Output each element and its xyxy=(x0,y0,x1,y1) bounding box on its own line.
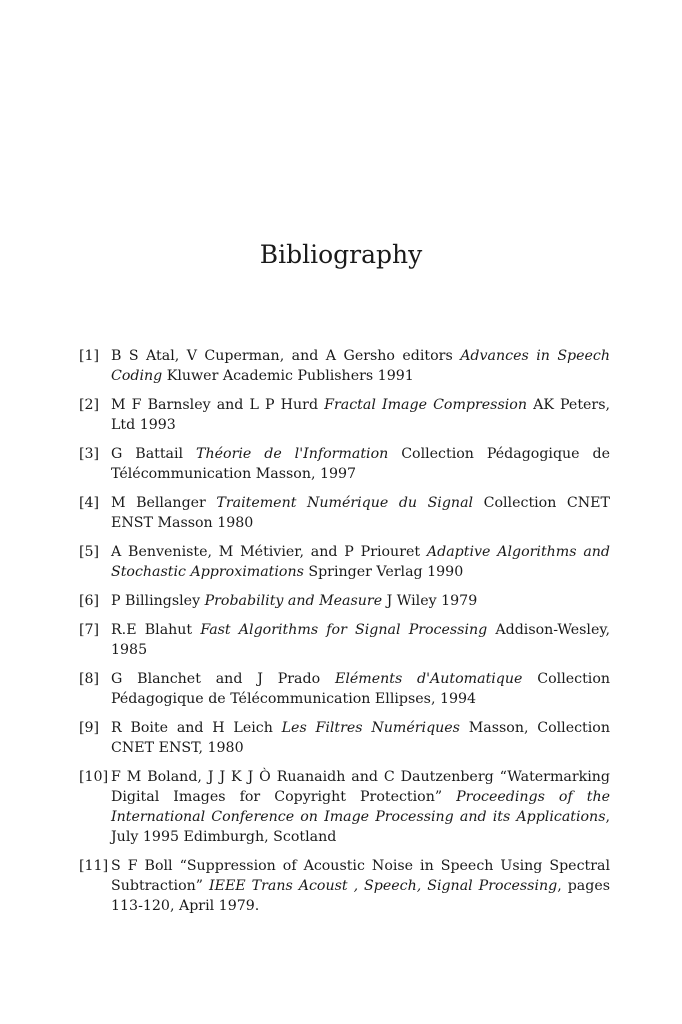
reference-number: [7] xyxy=(79,622,100,638)
reference-text xyxy=(111,769,610,845)
reference-authors: R.E Blahut xyxy=(111,622,201,638)
reference-work-title: Proceedings of the International Conference on Image Processing and its Applications xyxy=(111,789,610,825)
reference-publication-info: Addison-Wesley, 1985 xyxy=(111,622,610,658)
reference-text xyxy=(111,495,610,531)
reference-authors: A Benveniste, M Métivier, and P Priouret xyxy=(111,544,427,560)
reference-work-title: Traitement Numérique du Signal xyxy=(216,495,474,511)
reference-text xyxy=(111,858,610,914)
reference-work-title: Théorie de l'Information xyxy=(196,446,389,462)
reference-text xyxy=(111,671,610,707)
reference-number: [5] xyxy=(79,544,100,560)
reference-publication-info: Springer Verlag 1990 xyxy=(303,564,464,580)
reference-publication-info: AK Peters, Ltd 1993 xyxy=(111,397,610,433)
page-title: Bibliography xyxy=(259,240,423,269)
reference-number: [8] xyxy=(79,671,100,687)
reference-entry xyxy=(79,444,610,484)
reference-publication-info: Collection Pédagogique de Télécommunication Ellipses, 1994 xyxy=(111,671,610,707)
reference-work-title: Les Filtres Numériques xyxy=(281,720,460,736)
reference-authors: P Billingsley xyxy=(111,593,205,609)
reference-number: [3] xyxy=(79,446,100,462)
reference-work-title: Adaptive Algorithms and Stochastic Approximations xyxy=(111,544,611,580)
reference-authors: M F Barnsley and L P Hurd xyxy=(111,397,325,413)
reference-number: [9] xyxy=(79,720,100,736)
reference-publication-info: , July 1995 Edimburgh, Scotland xyxy=(111,809,610,845)
reference-entry xyxy=(79,718,610,758)
reference-work-title: IEEE Trans Acoust , Speech, Signal Processing xyxy=(208,878,558,894)
reference-number: [10] xyxy=(79,769,109,785)
reference-entry xyxy=(79,856,610,916)
bibliography-list xyxy=(79,346,610,925)
reference-entry xyxy=(79,493,610,533)
reference-entry xyxy=(79,620,610,660)
reference-text xyxy=(111,544,610,580)
reference-authors: F M Boland, J J K J Ò Ruanaidh and C Dautzenberg “Watermarking Digital Images for Copyright Protection” xyxy=(111,769,610,805)
reference-entry xyxy=(79,669,610,709)
reference-entry xyxy=(79,346,610,386)
reference-authors: B S Atal, V Cuperman, and A Gersho editors xyxy=(111,348,461,364)
reference-entry xyxy=(79,395,610,435)
reference-publication-info: , pages 113-120, April 1979. xyxy=(111,878,610,914)
reference-authors: G Battail xyxy=(111,446,197,462)
reference-entry xyxy=(79,767,610,847)
reference-text xyxy=(111,593,477,609)
reference-text xyxy=(111,622,610,658)
reference-text xyxy=(111,397,610,433)
reference-publication-info: J Wiley 1979 xyxy=(382,593,478,609)
reference-authors: S F Boll “Suppression of Acoustic Noise in Speech Using Spectral Subtraction” xyxy=(111,858,610,894)
reference-publication-info: Collection CNET ENST Masson 1980 xyxy=(111,495,610,531)
reference-number: [1] xyxy=(79,348,100,364)
reference-authors: M Bellanger xyxy=(111,495,217,511)
reference-work-title: Eléments d'Automatique xyxy=(334,671,523,687)
reference-number: [6] xyxy=(79,593,100,609)
reference-authors: G Blanchet and J Prado xyxy=(111,671,335,687)
reference-publication-info: Collection Pédagogique de Télécommunication Masson, 1997 xyxy=(111,446,610,482)
reference-number: [2] xyxy=(79,397,100,413)
reference-work-title: Probability and Measure xyxy=(204,593,383,609)
reference-authors: R Boite and H Leich xyxy=(111,720,282,736)
reference-number: [11] xyxy=(79,858,109,874)
reference-work-title: Fast Algorithms for Signal Processing xyxy=(200,622,488,638)
reference-work-title: Advances in Speech Coding xyxy=(111,348,611,384)
reference-number: [4] xyxy=(79,495,100,511)
reference-publication-info: Kluwer Academic Publishers 1991 xyxy=(162,368,414,384)
reference-publication-info: Masson, Collection CNET ENST, 1980 xyxy=(111,720,610,756)
reference-text xyxy=(111,348,610,384)
reference-text xyxy=(111,720,610,756)
reference-text xyxy=(111,446,610,482)
reference-entry xyxy=(79,542,610,582)
reference-work-title: Fractal Image Compression xyxy=(324,397,527,413)
reference-entry xyxy=(79,591,610,611)
